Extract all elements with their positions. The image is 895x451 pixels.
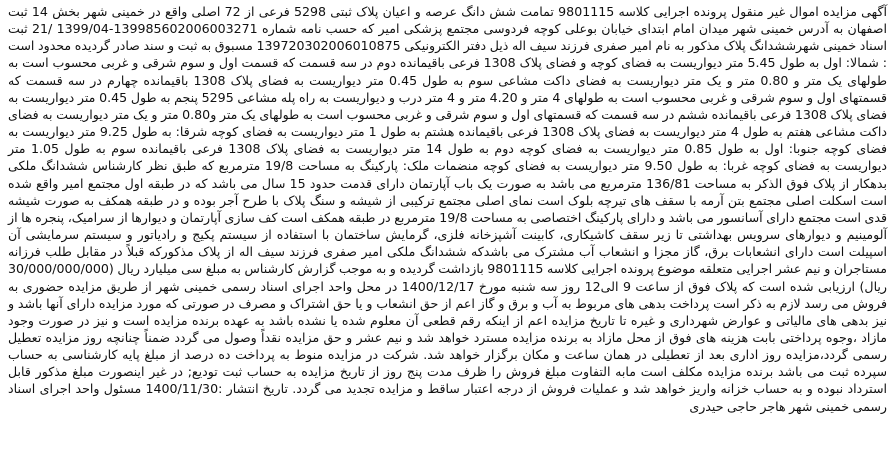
auction-notice-text: آگهی مزایده اموال غیر منقول پرونده اجرایی کلاسه 9801115 تمامت شش دانگ عرصه و اعیان پلاک ثبتی 5298 فرعی از 72 اصلی واقع در خمینی شهر بخش 14 ثبت اصفهان به آدرس خمینی شهر میدان امام ابتدای خیابان بوعلی کوچه فردوسی مجتمع پزشکی امیر که حسب نامه شماره 139985602006003271-1399/04 /21 ثبت اسناد خمینی شهرششدانگ پلاک مذکور به نام امیر صفری فرزند سیف اله ذیل دفتر الکترونیکی 139720302006010875 مسبوق به ثبت و سند صادر گردیده محدود است : شمالا: اول به طول 5.45 متر دیواریست به فضای کوچه و فضای پلاک 1308 فرعی باقیمانده دوم در سه قسمت که قسمت اول و سوم شرقی و غربی محسوب است به طولهای یک متر و 0.80 متر و یک متر دیواریست به فضای داکت مشاعی سوم به طول 0.45 متر دیواریست به فضای پلاک 1308 باقیمانده چهارم در سه قسمت که قسمتهای اول و سوم شرقی و غربی محسوب است به طولهای 4 متر و 4.20 متر و 4 متر درب و دیواریست به راه پله مشاعی 5295 پنجم به طول 0.45 متر دیواریست به فضای پلاک 1308 فرعی باقیمانده ششم در سه قسمت که قسمتهای اول و سوم شرقی و غربی محسوب است به طولهای یک متر و0.80 متر و یک متر دیواریست به فضای داکت مشاعی هفتم به طول 4 متر دیواریست به فضای پلاک 1308 فرعی باقیمانده هشتم به طول 1 متر دیواریست به فضای کوچه شرقا: به طول 9.25 متر دیواریست به فضای کوچه جنوبا: اول به طول 0.85 متر دیواریست به فضای کوچه دوم به طول 14 متر دیواریست به فضای پلاک 1308 فرعی باقیمانده سوم به طول 1.05 متر دیواریست به فضای کوچه غربا: به طول 9.50 متر دیواریست به فضای کوچه منضمات ملک: پارکینگ به مساحت 19/8 مترمربع که طبق نظر کارشناس ششدانگ ملکی بدهکار از پلاک فوق الذکر به مساحت 136/81 مترمربع می باشد به صورت یک باب آپارتمان دارای قدمت حدود 15 سال می باشد که در طبقه اول مجتمع امیر واقع شده است اسکلت اصلی مجتمع بتن آرمه با سقف های تیرچه بلوک است نمای اصلی مجتمع ترکیبی از شیشه و سنگ پلاک با طرح آجر بوده و در طبقه همکف به صورت شیشه قدی است مجتمع دارای آسانسور می باشد و دارای پارکینگ اختصاصی به مساحت 19/8 مترمربع در طبقه همکف است کف سازی آپارتمان و دیوارها از سرامیک، پنجره ها از آلومینیم و دیوارهای سرویس بهداشتی تا زیر سقف کاشیکاری، کابینت آشپزخانه فلزی، گرمایش ساختمان با استفاده از سیستم پکیج و رادیاتور و سیستم سرمایشی آن اسپیلت است دارای انشعابات برق، گاز مجزا و انشعاب آب مشترک می باشدکه ششدانگ ملکی امیر صفری فرزند سیف اله از پلاک مذکورکه قبلاً در مقابل طلب فرزانه مستاجران و نیم عشر اجرایی متعلقه موضوع پرونده اجرایی کلاسه 9801115 بازداشت گردیده و به موجب گزارش کارشناس به مبلغ سی میلیارد ریال (30/000/000/000 ریال) ارزیابی شده است که پلاک فوق از ساعت 9 الی12 روز سه شنبه مورخ 1400/12/17 در محل واحد اجرای اسناد رسمی خمینی شهر از طریق مزایده حضوری به فروش می رسد لازم به ذکر است پرداخت بدهی های مربوط به آب و برق و گاز اعم از حق انشعاب و یا حق اشتراک و مصرف در صورتی که مورد مزایده دارای آنها باشد و نیز بدهی های مالیاتی و عوارض شهرداری و غیره تا تاریخ مزایده اعم از اینکه رقم قطعی آن معلوم شده یا نشده باشد به عهده برنده مزایده است و نیز در صورت وجود مازاد ،وجوه پرداختی بابت هزینه های فوق از محل مازاد به برنده مزایده مسترد خواهد شد و نیم عشر و حق مزایده نقداً وصول می گردد ضمناً چنانچه روز مزایده تعطیل رسمی گردد،مزایده روز اداری بعد از تعطیلی در همان ساعت و مکان برگزار خواهد شد. شرکت در مزایده منوط به پرداخت ده درصد از مبلغ پایه کارشناسی به حساب سپرده ثبت می باشد برنده مزایده مکلف است مابه التفاوت مبلغ فروش را ظرف مدت پنج روز از تاریخ مزایده به حساب ثبت تودیع; در غیر اینصورت مبلغ مذکور قابل استرداد نبوده و به حساب خزانه واریز خواهد شد و عملیات فروش از درجه اعتبار ساقط و مزایده تجدید می گردد. تاریخ انتشار :1400/11/30 مسئول واحد اجرای اسناد رسمی خمینی شهر هاجر حاجی حیدری	[8, 4, 888, 414]
